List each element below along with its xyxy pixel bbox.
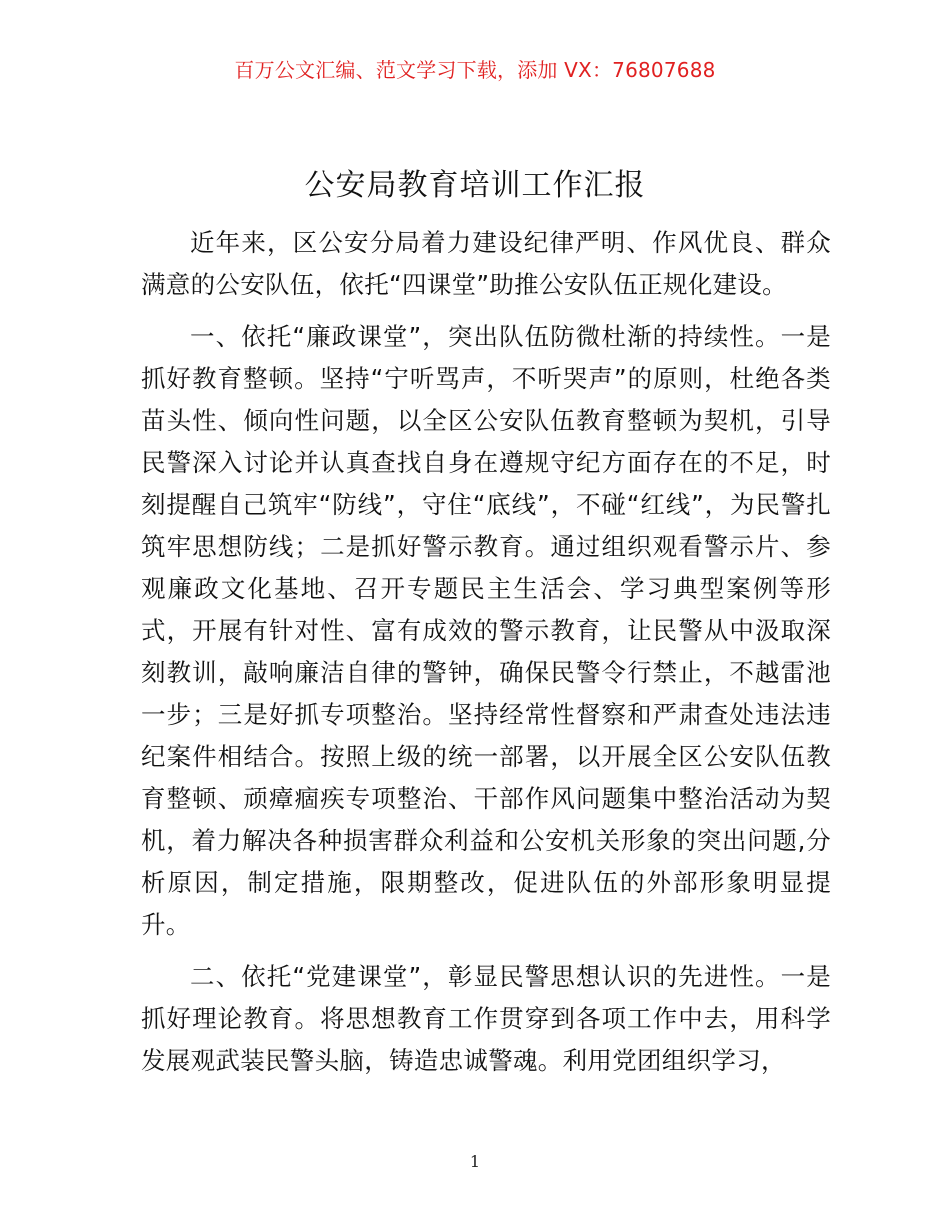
document-body	[141, 222, 831, 1092]
header-note: 百万公文汇编、范文学习下载，添加 VX：76807688	[234, 58, 716, 82]
document-title: 公安局教育培训工作汇报	[304, 168, 646, 203]
section-two-paragraph: 二、依托“党建课堂”，彰显民警思想认识的先进性。一是抓好理论教育。将思想教育工作贯穿到各项工作中去，用科学发展观武装民警头脑，铸造忠诚警魂。利用党团组织学习，	[141, 962, 831, 1075]
intro-paragraph: 近年来，区公安分局着力建设纪律严明、作风优良、群众满意的公安队伍，依托“四课堂”助推公安队伍正规化建设。	[141, 228, 831, 299]
page-number: 1	[469, 1152, 481, 1171]
section-one-paragraph: 一、依托“廉政课堂”，突出队伍防微杜渐的持续性。一是抓好教育整顿。坚持“宁听骂声，不听哭声”的原则，杜绝各类苗头性、倾向性问题，以全区公安队伍教育整顿为契机，引导民警深入讨论并认真查找自身在遵规守纪方面存在的不足，时刻提醒自己筑牢“防线”，守住“底线”，不碰“红线”，为民警扎筑牢思想防线；二是抓好警示教育。通过组织观看警示片、参观廉政文化基地、召开专题民主生活会、学习典型案例等形式，开展有针对性、富有成效的警示教育，让民警从中汲取深刻教训，敲响廉洁自律的警钟，确保民警令行禁止，不越雷池一步；三是好抓专项整治。坚持经常性督察和严肃查处违法违纪案件相结合。按照上级的统一部署，以开展全区公安队伍教育整顿、顽瘴痼疾专项整治、干部作风问题集中整治活动为契机，着力解决各种损害群众利益和公安机关形象的突出问题,分析原因，制定措施，限期整改，促进队伍的外部形象明显提升。	[141, 322, 831, 939]
